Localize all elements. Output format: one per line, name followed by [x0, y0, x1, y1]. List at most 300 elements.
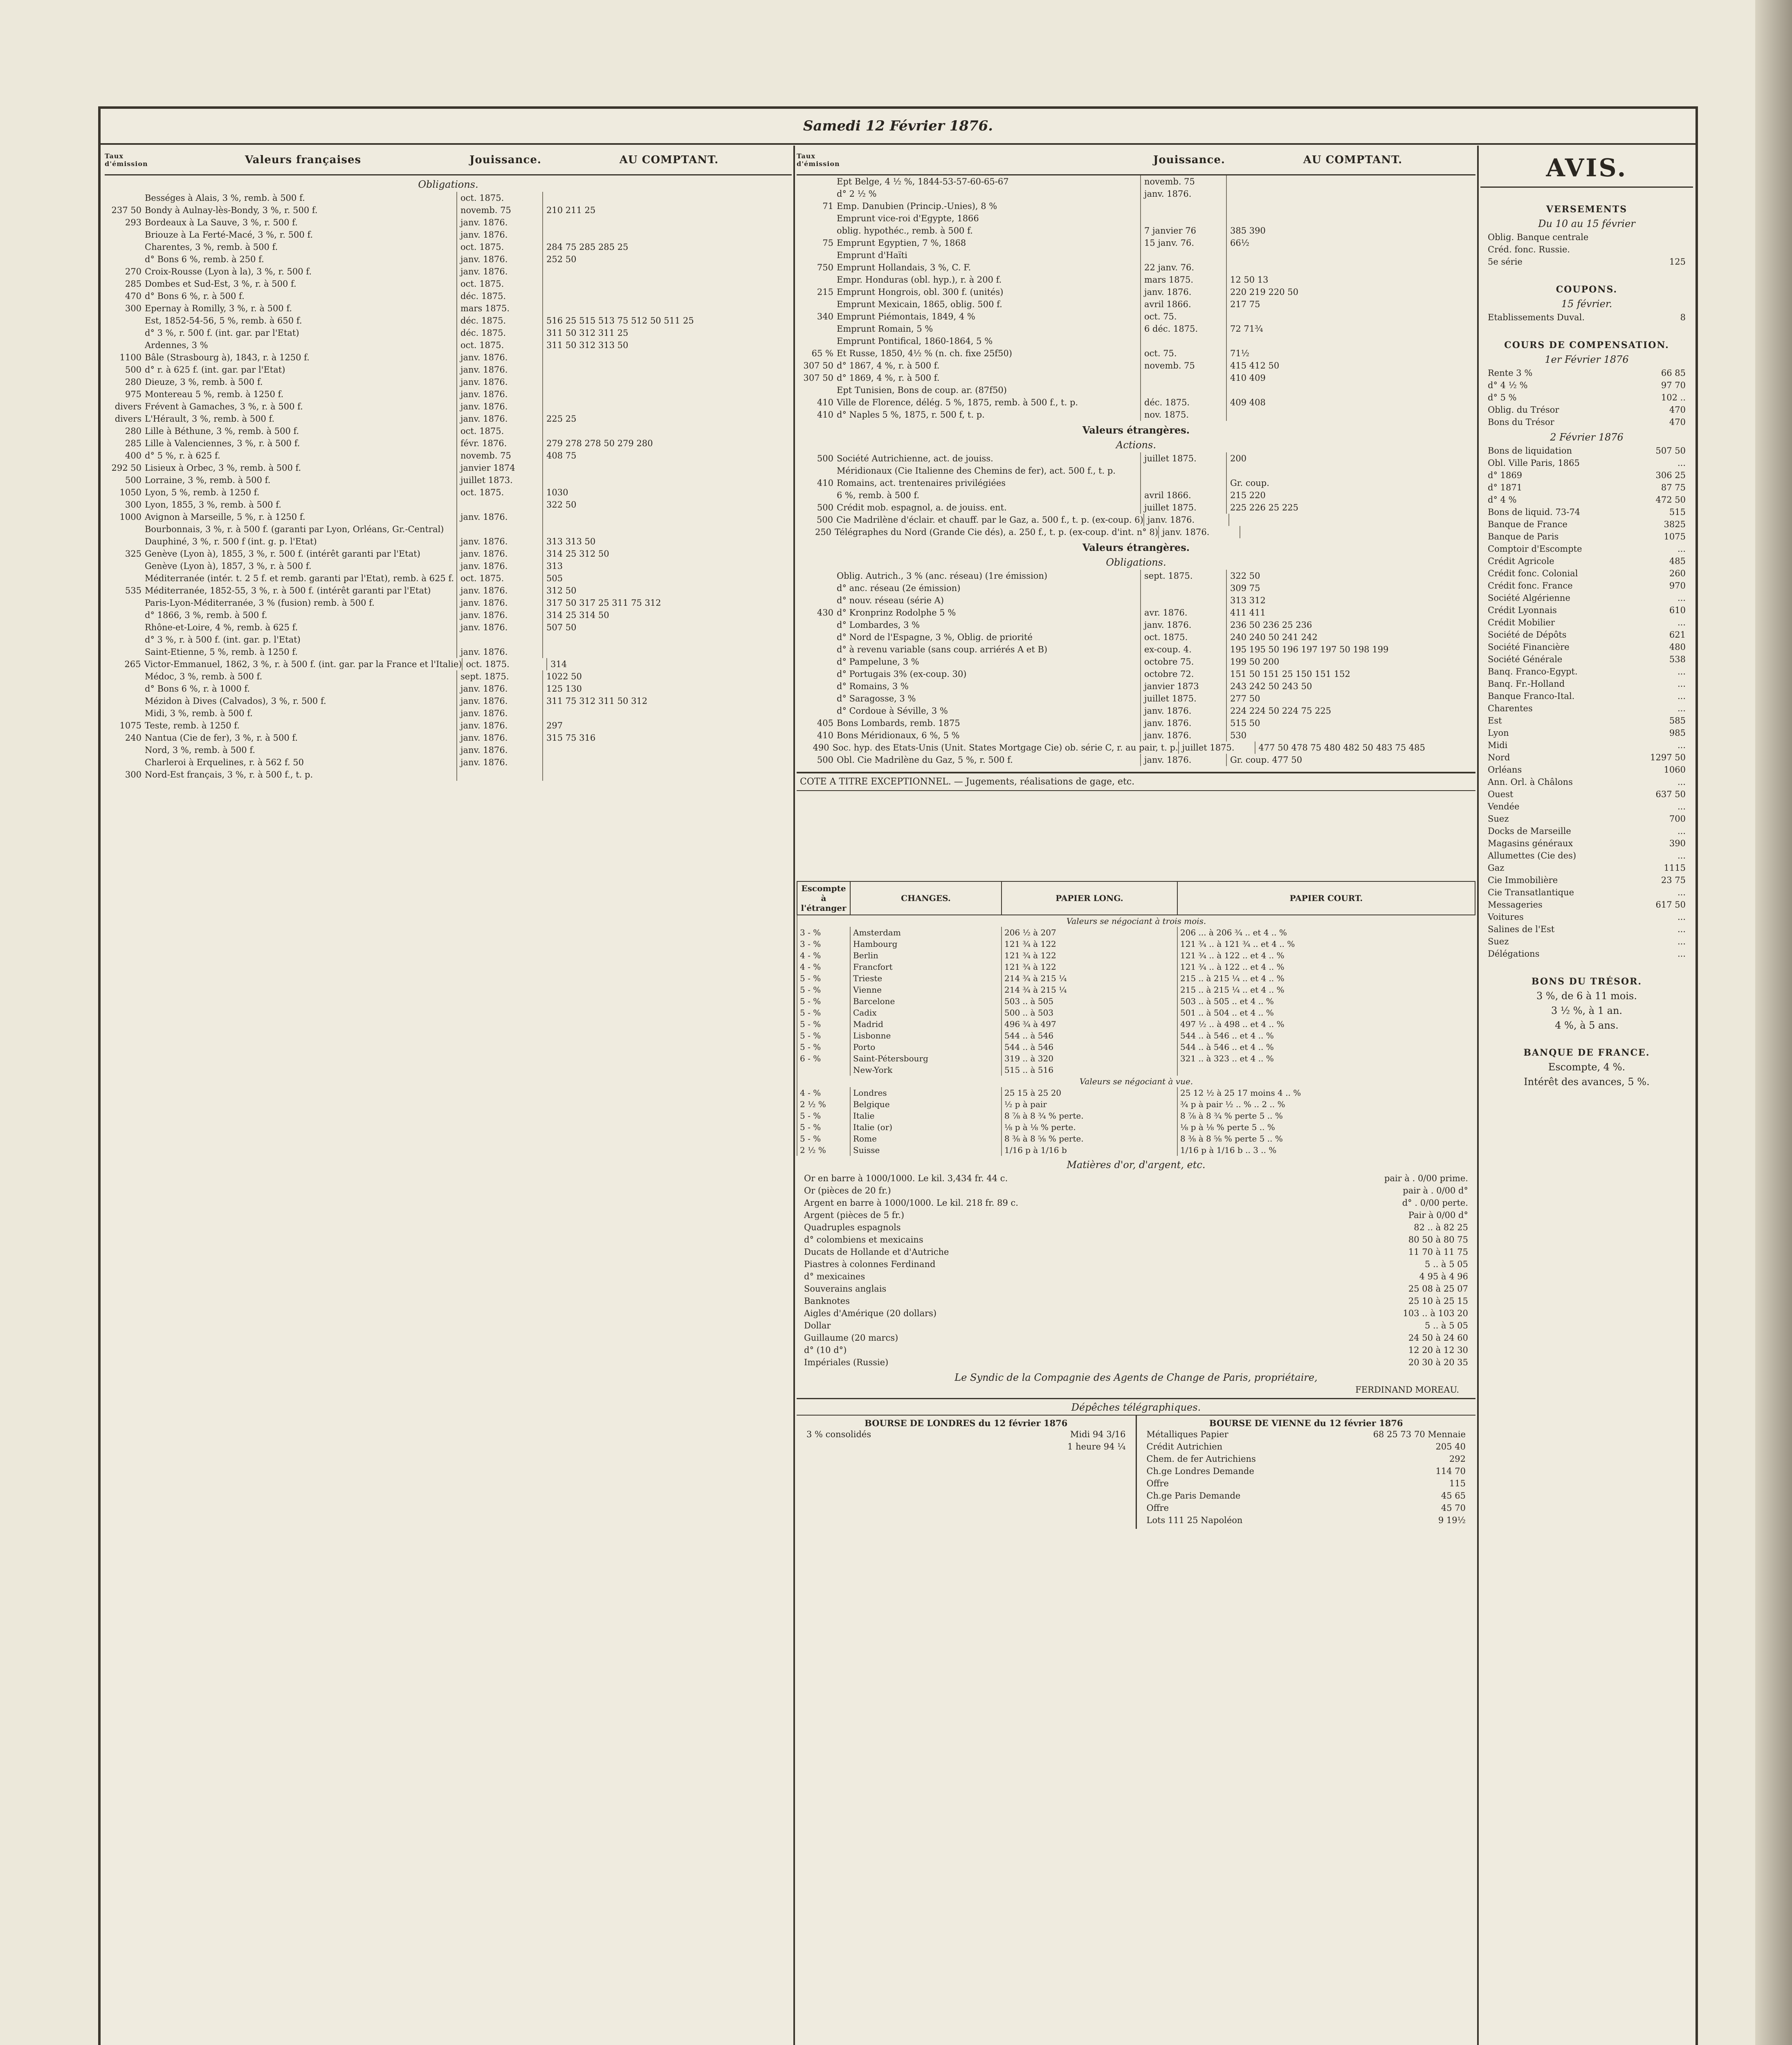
security-name: d° Romains, 3 % — [837, 681, 909, 691]
cours2-row-value: 485 — [1669, 556, 1686, 566]
security-name: Lorraine, 3 %, remb. à 500 f. — [145, 475, 271, 485]
security-name: Obl. Cie Madrilène du Gaz, 5 %, r. 500 f. — [837, 755, 1013, 765]
exchange-place: Francfort — [850, 961, 1002, 973]
metal-row-label: Argent en barre à 1000/1000. Le kil. 218 fr. 89 c. — [804, 1198, 1018, 1208]
exchange-row — [797, 1121, 1475, 1133]
exchange-place: Saint-Pétersbourg — [850, 1053, 1002, 1064]
security-row — [105, 670, 792, 683]
issue-rate — [105, 241, 145, 253]
security-row — [797, 286, 1475, 298]
metal-row-label: Souverains anglais — [804, 1284, 887, 1294]
banque-heading: BANQUE DE FRANCE. — [1523, 1047, 1650, 1058]
security-name: d° 1866, 3 %, remb. à 500 f. — [145, 610, 267, 620]
tresor-heading: BONS DU TRÉSOR. — [1531, 976, 1642, 987]
security-row — [105, 769, 792, 781]
security-row — [105, 535, 792, 548]
metal-row-label: Argent (pièces de 5 fr.) — [804, 1210, 905, 1220]
londres-row — [799, 1440, 1133, 1453]
cours2-row-label: Banq. Franco-Egypt. — [1488, 667, 1578, 676]
cash-price: 505 — [542, 572, 792, 584]
security-row — [797, 489, 1475, 501]
jouissance-date: janv. 1876. — [456, 732, 542, 744]
security-name: Ville de Florence, délég. 5 %, 1875, remb. à 500 f., t. p. — [837, 398, 1078, 407]
security-name: Dauphiné, 3 %, r. 500 f (int. g. p. l'Etat) — [145, 537, 317, 546]
security-name: Ept Belge, 4 ½ %, 1844-53-57-60-65-67 — [837, 177, 1009, 187]
cours2-row-value: ... — [1677, 593, 1686, 603]
price-header: AU COMPTANT. — [619, 154, 719, 166]
cours2-row-value: 507 50 — [1655, 446, 1686, 456]
exchange-row — [797, 1053, 1475, 1064]
papier-court-rate — [1177, 1064, 1475, 1076]
exchange-row — [797, 1007, 1475, 1018]
cours2-row-label: Docks de Marseille — [1488, 826, 1571, 836]
issue-rate: 270 — [125, 267, 141, 276]
jouissance-date: janv. 1876. — [456, 253, 542, 265]
metal-row — [797, 1221, 1475, 1234]
security-name: d° Bons 6 %, r. à 500 f. — [145, 291, 245, 301]
security-row — [797, 514, 1475, 526]
security-row — [797, 452, 1475, 465]
metal-row-label: Guillaume (20 marcs) — [804, 1333, 898, 1343]
exchange-place: Londres — [850, 1087, 1002, 1099]
cours2-row — [1480, 653, 1693, 665]
cours2-row-value: ... — [1677, 851, 1686, 861]
security-name: Frévent à Gamaches, 3 %, r. à 500 f. — [145, 402, 303, 411]
security-name: d° 5 %, r. à 625 f. — [145, 451, 220, 461]
issue-rate — [105, 695, 145, 707]
foreign-obligations-subheading: Obligations. — [1106, 557, 1166, 568]
cash-price — [542, 278, 792, 290]
vienne-row-value: 45 65 — [1441, 1491, 1466, 1501]
security-row — [105, 646, 792, 658]
cash-price: 516 25 515 513 75 512 50 511 25 — [542, 315, 792, 327]
security-name: Lyon, 5 %, remb. à 1250 f. — [145, 488, 260, 497]
security-name: Bons Méridionaux, 6 %, 5 % — [837, 730, 960, 740]
cours2-row — [1480, 457, 1693, 469]
cours2-row-value: 1075 — [1664, 532, 1686, 542]
cours2-row-label: Crédit Lyonnais — [1488, 605, 1557, 615]
jouissance-date: janvier 1874 — [456, 462, 542, 474]
security-name: Emprunt Piémontais, 1849, 4 % — [837, 312, 975, 321]
security-row — [105, 511, 792, 523]
metal-row — [797, 1295, 1475, 1307]
cours2-row-label: Midi — [1488, 740, 1508, 750]
cours-row-value: 470 — [1669, 417, 1686, 427]
jouissance-date — [1140, 594, 1226, 607]
security-name: d° Bons 6 %, remb. à 250 f. — [145, 254, 264, 264]
jouissance-date: janv. 1876. — [456, 646, 542, 658]
issue-rate — [105, 670, 145, 683]
cours2-row-value: 1060 — [1664, 765, 1686, 775]
jouissance-date: avr. 1876. — [1140, 607, 1226, 619]
french-securities-header — [105, 146, 792, 175]
issue-rate: 1100 — [119, 353, 141, 362]
security-row — [105, 548, 792, 560]
vienne-row-label: Crédit Autrichien — [1146, 1442, 1223, 1452]
cash-price — [1226, 200, 1475, 212]
papier-long-rate: 319 .. à 320 — [1002, 1053, 1177, 1064]
cash-price: 314 — [546, 658, 792, 670]
cours2-row-value: ... — [1677, 924, 1686, 934]
security-name: Est, 1852-54-56, 5 %, remb. à 650 f. — [145, 316, 302, 326]
issue-rate: 500 — [817, 515, 833, 525]
vienne-row-value: 292 — [1449, 1454, 1466, 1464]
exchange-place: Italie (or) — [850, 1121, 1002, 1133]
security-name: Nord-Est français, 3 %, r. à 500 f., t. p. — [145, 770, 313, 780]
security-row — [105, 327, 792, 339]
cours2-row-value: ... — [1677, 937, 1686, 946]
jouissance-date: janv. 1876. — [456, 756, 542, 769]
exchange-place: Barcelone — [850, 996, 1002, 1007]
issue-rate: 1075 — [119, 721, 141, 730]
cash-price — [1226, 175, 1475, 188]
exchange-place: New-York — [850, 1064, 1002, 1076]
security-row — [797, 705, 1475, 717]
issue-rate: 500 — [125, 475, 141, 485]
cash-price — [542, 229, 792, 241]
versement-row — [1480, 256, 1693, 268]
security-name: d° Saragosse, 3 % — [837, 694, 916, 703]
security-name: Société Autrichienne, act. de jouiss. — [837, 454, 993, 463]
issue-rate: 470 — [125, 291, 141, 301]
issue-rate — [797, 323, 837, 335]
cash-price — [542, 474, 792, 486]
cours-row — [1480, 367, 1693, 379]
cours2-row — [1480, 886, 1693, 899]
jouissance-date: juillet 1875. — [1140, 501, 1226, 514]
jouissance-date — [456, 769, 542, 781]
issue-rate — [105, 523, 145, 535]
security-row — [797, 249, 1475, 261]
vienne-row — [1139, 1465, 1473, 1477]
security-row — [797, 594, 1475, 607]
versement-row — [1480, 243, 1693, 256]
cours2-row-value: ... — [1677, 618, 1686, 627]
security-row — [105, 437, 792, 449]
cash-price — [542, 744, 792, 756]
cash-price — [1226, 261, 1475, 274]
security-name: 6 %, remb. à 500 f. — [837, 490, 920, 500]
security-name: Nantua (Cie de fer), 3 %, r. à 500 f. — [145, 733, 298, 743]
issue-rate — [797, 175, 837, 188]
metal-row — [797, 1234, 1475, 1246]
foreign-obligations-heading: Valeurs étrangères. — [1082, 542, 1190, 553]
cours2-row-value: ... — [1677, 802, 1686, 811]
cash-price: 410 409 — [1226, 372, 1475, 384]
cash-price — [542, 265, 792, 278]
security-row — [797, 477, 1475, 489]
metal-row-label: Banknotes — [804, 1296, 850, 1306]
cours2-row-value: ... — [1677, 458, 1686, 468]
cash-price: 313 312 — [1226, 594, 1475, 607]
vienne-title: BOURSE DE VIENNE du 12 février 1876 — [1209, 1418, 1403, 1428]
issue-rate: divers — [115, 414, 141, 424]
security-row — [797, 526, 1475, 538]
cours2-row — [1480, 445, 1693, 457]
jouissance-date: oct. 75. — [1140, 310, 1226, 323]
cours2-row — [1480, 665, 1693, 678]
cash-price: 125 130 — [542, 683, 792, 695]
foreign-securities-column — [797, 146, 1475, 2045]
cours-row-value: 97 70 — [1661, 380, 1686, 390]
versement-row — [1480, 231, 1693, 243]
papier-long-rate: 544 .. à 546 — [1002, 1041, 1177, 1053]
changes-header: CHANGES. — [850, 881, 1002, 915]
security-name: Cie Madrilène d'éclair. et chauff. par le Gaz, a. 500 f., t. p. (ex-coup. 6) — [836, 515, 1143, 525]
security-name: d° Cordoue à Séville, 3 % — [837, 706, 948, 716]
security-row — [105, 315, 792, 327]
issue-rate — [105, 621, 145, 634]
cours-row-value: 470 — [1669, 405, 1686, 415]
cash-price — [542, 364, 792, 376]
security-name: Midi, 3 %, remb. à 500 f. — [145, 708, 253, 718]
cours-row — [1480, 404, 1693, 416]
metal-row-value: 80 50 à 80 75 — [1408, 1235, 1468, 1245]
issue-rate — [105, 535, 145, 548]
security-row — [105, 449, 792, 462]
cash-price: 313 313 50 — [542, 535, 792, 548]
security-name: d° Bons 6 %, r. à 1000 f. — [145, 684, 250, 694]
papier-long-rate: 121 ¾ à 122 — [1002, 938, 1177, 950]
security-name: Ardennes, 3 % — [145, 340, 208, 350]
jouissance-date: janv. 1876. — [456, 351, 542, 364]
issue-rate: 975 — [125, 389, 141, 399]
issue-rate — [797, 465, 837, 477]
security-row — [105, 486, 792, 499]
cash-price: 313 — [542, 560, 792, 572]
issue-rate: 215 — [817, 287, 833, 297]
cash-price — [542, 216, 792, 229]
security-row — [105, 658, 792, 670]
security-name: Epernay à Romilly, 3 %, r. à 500 f. — [145, 303, 292, 313]
exchange-table — [797, 881, 1475, 1156]
issue-rate — [105, 634, 145, 646]
security-name: Bâle (Strasbourg à), 1843, r. à 1250 f. — [145, 353, 310, 362]
exchange-row — [797, 1133, 1475, 1144]
jouissance-date: nov. 1875. — [1140, 409, 1226, 421]
jouissance-date — [1140, 249, 1226, 261]
security-name: d° r. à 625 f. (int. gar. par l'Etat) — [145, 365, 285, 375]
security-name: Mézidon à Dives (Calvados), 3 %, r. 500 f. — [145, 696, 326, 706]
cours2-row-label: Banque de France — [1488, 519, 1567, 529]
papier-long-rate: 25 15 à 25 20 — [1002, 1087, 1177, 1099]
security-row — [105, 719, 792, 732]
papier-court-rate: 121 ¾ .. à 122 .. et 4 .. % — [1177, 950, 1475, 961]
londres-row-label: 3 % consolidés — [806, 1429, 871, 1439]
security-row — [105, 241, 792, 253]
security-name: Genève (Lyon à), 1857, 3 %, r. à 500 f. — [145, 561, 312, 571]
security-row — [105, 216, 792, 229]
bulletin-page — [98, 106, 1698, 2045]
issue-rate: 300 — [125, 770, 141, 780]
security-name: Dieuze, 3 %, remb. à 500 f. — [145, 377, 263, 387]
security-row — [797, 225, 1475, 237]
cours-row-value: 102 .. — [1661, 393, 1686, 402]
security-name: Montereau 5 %, remb. à 1250 f. — [145, 389, 284, 399]
vienne-row-value: 115 — [1449, 1479, 1466, 1488]
papier-long-rate: ⅛ p à ⅛ % perte. — [1002, 1121, 1177, 1133]
cours2-row-label: Messageries — [1488, 900, 1543, 910]
cours2-row — [1480, 530, 1693, 543]
issue-rate — [105, 192, 145, 204]
syndic-name: FERDINAND MOREAU. — [1355, 1385, 1459, 1395]
cours2-row — [1480, 604, 1693, 616]
metal-row — [797, 1172, 1475, 1184]
jouissance-date: janv. 1876. — [456, 609, 542, 621]
security-name: d° 1869, 4 %, r. à 500 f. — [837, 373, 940, 383]
jouissance-date: octobre 72. — [1140, 668, 1226, 680]
binding-edge — [1755, 0, 1792, 2045]
papier-long-rate: 214 ¾ à 215 ¼ — [1002, 984, 1177, 996]
papier-court-rate: 321 .. à 323 .. et 4 .. % — [1177, 1053, 1475, 1064]
issue-rate — [105, 646, 145, 658]
cours2-row-value: 23 75 — [1661, 875, 1686, 885]
papier-court-rate: 215 .. à 215 ¼ .. et 4 .. % — [1177, 984, 1475, 996]
metals-list — [797, 1172, 1475, 1369]
exchange-row — [797, 950, 1475, 961]
escompte-rate: 5 - % — [797, 1007, 850, 1018]
cours2-row-value: ... — [1677, 888, 1686, 897]
jouissance-date: janv. 1876. — [456, 584, 542, 597]
cours2-row-label: Orléans — [1488, 765, 1522, 775]
escompte-rate: 2 ½ % — [797, 1099, 850, 1110]
exchange-subheading-row — [797, 1076, 1475, 1087]
issue-rate — [105, 560, 145, 572]
metal-row-value: pair à . 0/00 d° — [1403, 1186, 1468, 1196]
issue-rate: 340 — [817, 312, 833, 321]
escompte-rate: 2 ½ % — [797, 1144, 850, 1156]
page-title: Samedi 12 Février 1876. — [803, 118, 993, 134]
escompte-rate: 4 - % — [797, 961, 850, 973]
cours2-row-label: Gaz — [1488, 863, 1505, 873]
issue-rate: 405 — [817, 718, 833, 728]
cash-price — [1226, 465, 1475, 477]
exchange-row — [797, 927, 1475, 938]
security-row — [797, 175, 1475, 188]
jouissance-date — [456, 634, 542, 646]
jouissance-date: oct. 1875. — [462, 658, 546, 670]
escompte-rate: 5 - % — [797, 1030, 850, 1041]
versement-row-label: Créd. fonc. Russie. — [1488, 245, 1570, 254]
security-name: Croix-Rousse (Lyon à la), 3 %, r. 500 f. — [145, 267, 312, 276]
cours2-row-label: Voitures — [1488, 912, 1524, 922]
metals-title: Matières d'or, d'argent, etc. — [1067, 1159, 1206, 1171]
metal-row-label: Quadruples espagnols — [804, 1223, 901, 1232]
issue-rate — [105, 683, 145, 695]
security-name: Romains, act. trentenaires privilégiées — [837, 478, 1006, 488]
security-row — [797, 668, 1475, 680]
cours2-row-label: Société Algérienne — [1488, 593, 1570, 603]
cash-price: 385 390 — [1226, 225, 1475, 237]
security-row — [105, 339, 792, 351]
issue-rate: 1000 — [119, 512, 141, 522]
exchange-place: Hambourg — [850, 938, 1002, 950]
cours2-row-value: ... — [1677, 691, 1686, 701]
cours2-row-value: 585 — [1669, 716, 1686, 726]
issue-rate: 430 — [817, 608, 833, 618]
cours2-row — [1480, 825, 1693, 837]
metal-row-label: Ducats de Hollande et d'Autriche — [804, 1247, 949, 1257]
cash-price — [542, 376, 792, 388]
cours2-row — [1480, 518, 1693, 530]
metal-row-value: 20 30 à 20 35 — [1408, 1357, 1468, 1367]
cours2-row — [1480, 739, 1693, 751]
jouissance-date: sept. 1875. — [1140, 570, 1226, 582]
jouissance-date: janv. 1876. — [456, 388, 542, 400]
cours2-row-value: 621 — [1669, 630, 1686, 640]
issue-rate: 500 — [817, 755, 833, 765]
cours2-row-label: Banque de Paris — [1488, 532, 1559, 542]
security-name: d° 1867, 4 %, r. à 500 f. — [837, 361, 940, 371]
jouissance-date: avril 1866. — [1140, 489, 1226, 501]
vienne-row — [1139, 1502, 1473, 1514]
papier-long-rate: 8 ⅜ à 8 ⅝ % perte. — [1002, 1133, 1177, 1144]
cash-price: 322 50 — [542, 499, 792, 511]
cours2-row — [1480, 592, 1693, 604]
cash-price: 225 25 — [542, 413, 792, 425]
cours2-row — [1480, 469, 1693, 481]
jouissance-date: sept. 1875. — [456, 670, 542, 683]
security-row — [797, 212, 1475, 225]
cours2-row-value: ... — [1677, 667, 1686, 676]
issue-rate — [797, 631, 837, 643]
security-name: Saint-Etienne, 5 %, remb. à 1250 f. — [145, 647, 298, 657]
cours2-date: 2 Février 1876 — [1550, 431, 1624, 443]
issue-rate: 410 — [817, 478, 833, 488]
cours2-row-value: ... — [1677, 777, 1686, 787]
cours2-row-label: Crédit Agricole — [1488, 556, 1554, 566]
security-row — [797, 729, 1475, 742]
cash-price: 411 411 — [1226, 607, 1475, 619]
jouissance-date: janv. 1876. — [456, 548, 542, 560]
londres-row — [799, 1428, 1133, 1440]
issue-rate — [797, 692, 837, 705]
vienne-row — [1139, 1453, 1473, 1465]
security-name: Emprunt Romain, 5 % — [837, 324, 933, 334]
jouissance-date: novemb. 75 — [456, 449, 542, 462]
jouissance-date: janvier 1873 — [1140, 680, 1226, 692]
cours2-row — [1480, 616, 1693, 629]
exchange-row — [797, 1018, 1475, 1030]
jouissance-date: déc. 1875. — [1140, 396, 1226, 409]
issue-rate — [797, 619, 837, 631]
security-row — [105, 634, 792, 646]
cours2-row — [1480, 678, 1693, 690]
cours2-row-value: 1297 50 — [1650, 753, 1686, 762]
metal-row-value: 5 .. à 5 05 — [1424, 1259, 1468, 1269]
banque-line: Intérêt des avances, 5 %. — [1524, 1076, 1650, 1088]
foreign-actions-list — [797, 452, 1475, 538]
cours2-row-label: Crédit fonc. Colonial — [1488, 569, 1578, 578]
exchange-row — [797, 938, 1475, 950]
papier-long-rate: 206 ½ à 207 — [1002, 927, 1177, 938]
foreign-actions-subheading: Actions. — [1116, 439, 1156, 451]
cours2-row-label: Société Générale — [1488, 654, 1563, 664]
cours2-row-label: Obl. Ville Paris, 1865 — [1488, 458, 1580, 468]
versement-row-label: 5e série — [1488, 257, 1523, 267]
metal-row-value: d° . 0/00 perte. — [1402, 1198, 1468, 1208]
cash-price: 408 75 — [542, 449, 792, 462]
avis-column — [1480, 146, 1693, 2045]
exchange-row — [797, 1087, 1475, 1099]
cours2-row-value: ... — [1677, 544, 1686, 554]
papier-long-rate: 8 ⅞ à 8 ¾ % perte. — [1002, 1110, 1177, 1121]
cash-price — [542, 707, 792, 719]
exchange-place: Suisse — [850, 1144, 1002, 1156]
jouissance-date: oct. 1875. — [456, 339, 542, 351]
issue-rate: 1050 — [119, 488, 141, 497]
cours2-row — [1480, 555, 1693, 567]
